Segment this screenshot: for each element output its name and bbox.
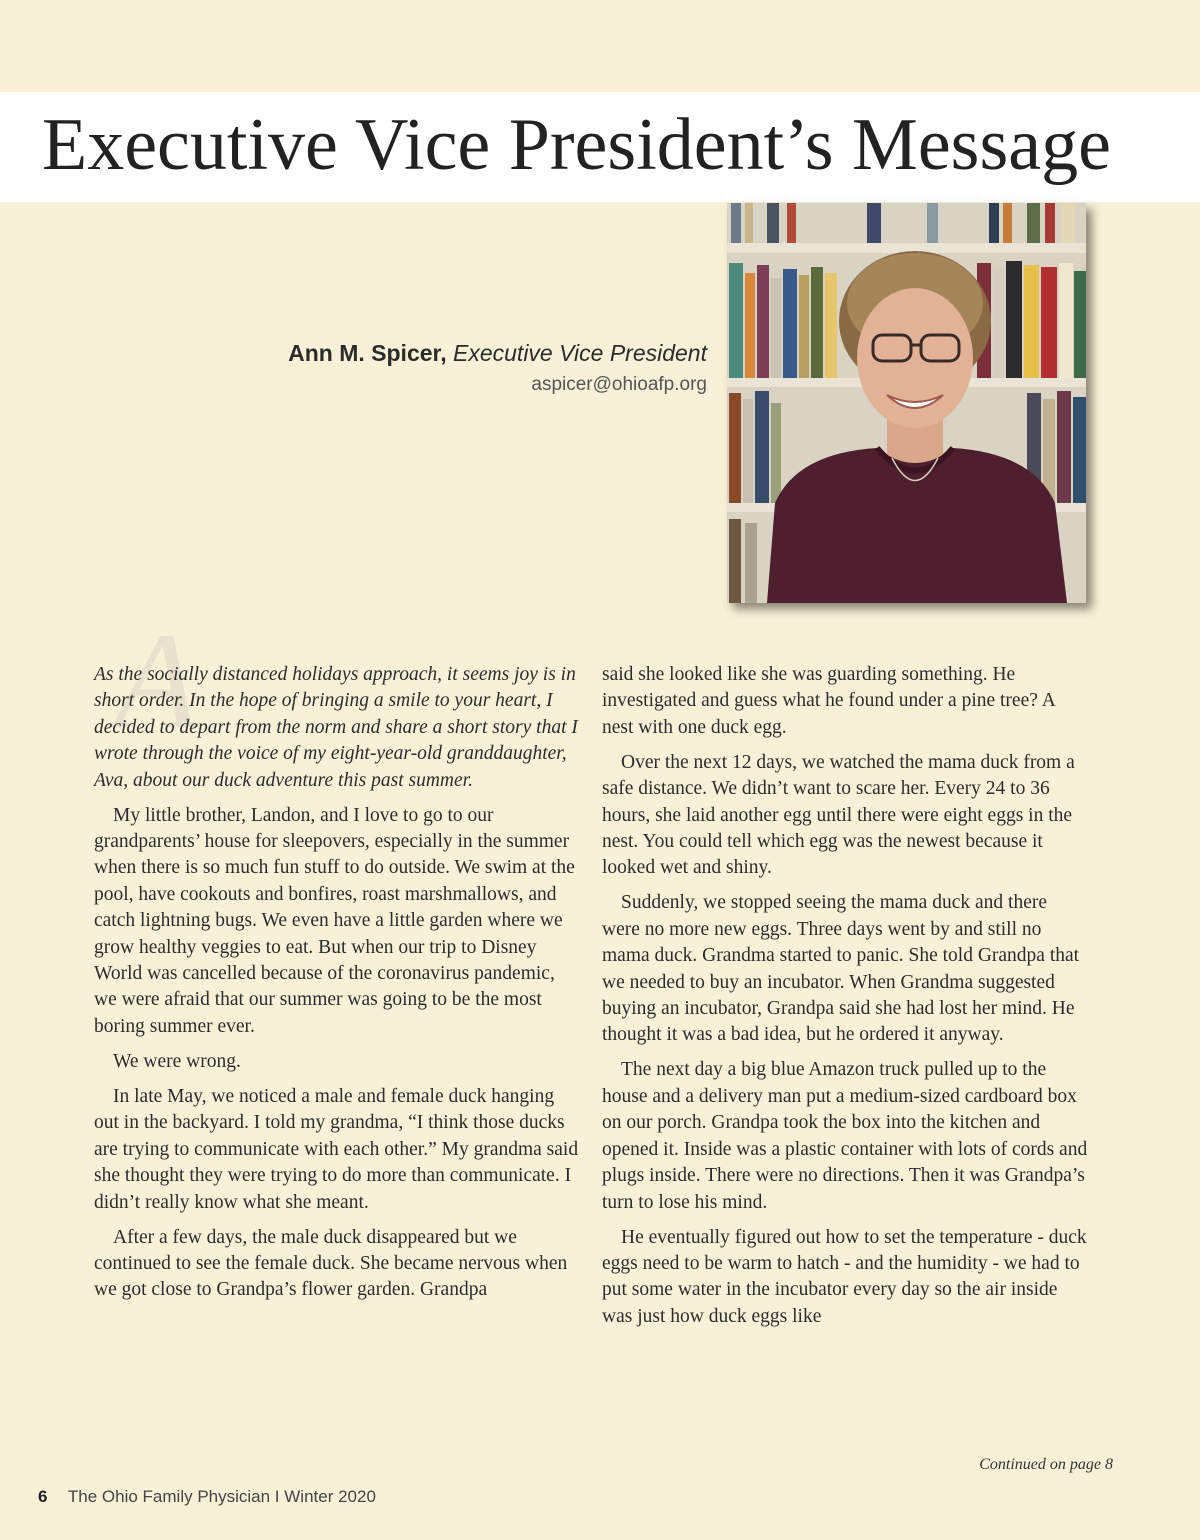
author-name: Ann M. Spicer, xyxy=(288,340,447,366)
publication-info: The Ohio Family Physician I Winter 2020 xyxy=(67,1487,376,1506)
byline xyxy=(288,336,707,400)
intro-paragraph: As the socially distanced holidays approach, it seems joy is in short order. In the hope of bringing a smile to your heart, I decided to depart from the norm and share a short story that I wrote through the voice of my eight-year-old granddaughter, Ava, about our duck adventure this past summer. xyxy=(94,664,578,791)
article-column-left xyxy=(94,662,580,1312)
article-paragraph: My little brother, Landon, and I love to go to our grandparents’ house for sleepovers, especially in the summer when there is so much fun stuff to do outside. We swim at the pool, have cookouts and bonfires, roast marshmallows, and catch lightning bugs. We even have a little garden where we grow healthy veggies to eat. But when our trip to Disney World was cancelled because of the coronavirus pandemic, we were afraid that our summer was going to be the most boring summer ever. xyxy=(94,804,575,1037)
article-paragraph: The next day a big blue Amazon truck pulled up to the house and a delivery man put a medium-sized cardboard box on our porch. Grandpa took the box into the kitchen and opened it. Inside was a plastic container with lots of cords and plugs inside. There were no directions. Then it was Grandpa’s turn to lose his mind. xyxy=(602,1059,1088,1213)
article-paragraph: Suddenly, we stopped seeing the mama duck and there were no more new eggs. Three days went by and still no mama duck. Grandma started to panic. She told Grandpa that we needed to buy an incubator. When Grandma suggested buying an incubator, Grandpa said she had lost her mind. He thought it was a bad idea, but he ordered it anyway. xyxy=(602,892,1080,1046)
article-paragraph: In late May, we noticed a male and female duck hanging out in the backyard. I told my grandma, “I think those ducks are trying to communicate with each other.” My grandma said she thought they were trying to do more than communicate. I didn’t really know what she meant. xyxy=(94,1085,579,1213)
byline-name-line xyxy=(288,336,707,370)
drop-cap: A xyxy=(114,604,199,757)
author-portrait-image xyxy=(727,203,1086,603)
article-paragraph: Over the next 12 days, we watched the mama duck from a safe distance. We didn’t want to scare her. Every 24 to 36 hours, she laid another egg until there were eight eggs in the nest. You could tell which egg was the newest because it looked wet and shiny. xyxy=(602,751,1075,879)
page-footer xyxy=(38,1487,376,1507)
article-column-right xyxy=(602,662,1088,1339)
author-email: aspicer@ohioafp.org xyxy=(531,374,707,395)
article-paragraph: said she looked like she was guarding something. He investigated and guess what he found under a pine tree? A nest with one duck egg. xyxy=(602,664,1055,738)
article-paragraph: We were wrong. xyxy=(113,1050,241,1072)
page-number: 6 xyxy=(38,1487,48,1506)
page-title: Executive Vice President’s Message xyxy=(42,104,1111,186)
author-role: Executive Vice President xyxy=(453,340,707,366)
article-paragraph: After a few days, the male duck disappeared but we continued to see the female duck. She became nervous when we got close to Grandpa’s flower garden. Grandpa xyxy=(94,1226,568,1301)
author-photo xyxy=(727,203,1086,603)
article-paragraph: He eventually figured out how to set the temperature - duck eggs need to be warm to hatch - and the humidity - we had to put some water in the incubator every day so the air inside was just how duck eggs like xyxy=(602,1226,1087,1327)
continued-link[interactable]: Continued on page 8 xyxy=(979,1456,1113,1473)
